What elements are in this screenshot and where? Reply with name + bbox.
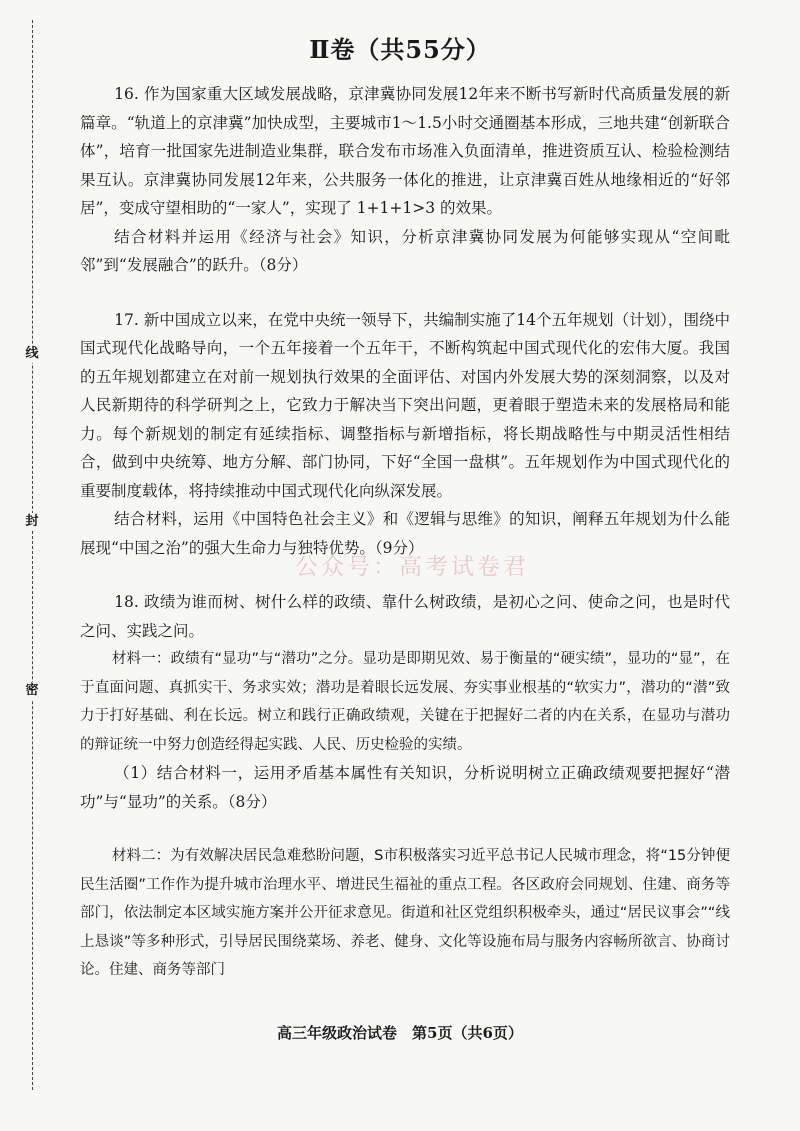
q16-stem: 16. 作为国家重大区域发展战略，京津冀协同发展12年来不断书写新时代高质量发展的新篇章。“轨道上的京津冀”加快成型，主要城市1～1.5小时交通圈基本形成，三地共建“创新联合体”，培育一批国家先进制造业集群，联合发布市场准入负面清单，推进资质互认、检验检测结果互认。京津冀协同发展12年来，公共服务一体化的推进，让京津冀百姓从地缘相近的“好邻居”，变成守望相助的“一家人”，实现了 1+1+1>3 的效果。	[80, 85, 730, 217]
page-footer: 高三年级政治试卷 第5页（共6页）	[277, 1024, 523, 1042]
questions-body	[80, 80, 730, 985]
q18-material2: 材料二：为有效解决居民急难愁盼问题，S市积极落实习近平总书记人民城市理念，将“15分钟便民生活圈”工作作为提升城市治理水平、增进民生福祉的重点工程。各区政府会同规划、住建、商务等部门，依法制定本区域实施方案并公开征求意见。街道和社区党组织积极牵头，通过“居民议事会”“线上恳谈”等多种形式，引导居民围绕菜场、养老、健身、文化等设施布局与服务内容畅所欲言、协商讨论。住建、商务等部门	[80, 848, 730, 978]
q16-task: 结合材料并运用《经济与社会》知识，分析京津冀协同发展为何能够实现从“空间毗邻”到“发展融合”的跃升。（8分）	[80, 227, 730, 274]
q18-subquestion-1: （1）结合材料一，运用矛盾基本属性有关知识，分析说明树立正确政绩观要把握好“潜功”与“显功”的关系。（8分）	[80, 764, 730, 811]
q18-stem: 18. 政绩为谁而树、树什么样的政绩、靠什么树政绩，是初心之问、使命之问，也是时代之问、实践之问。	[80, 593, 730, 640]
q18-material1: 材料一：政绩有“显功”与“潜功”之分。显功是即期见效、易于衡量的“硬实绩”，显功的“显”，在于直面问题、真抓实干、务求实效；潜功是着眼长远发展、夯实事业根基的“软实力”，潜功的“潜”致力于打好基础、利在长远。树立和践行正确政绩观，关键在于把握好二者的内在关系，在显功与潜功的辩证统一中努力创造经得起实践、人民、历史检验的实绩。	[80, 651, 730, 753]
margin-mark-feng: 封	[22, 513, 42, 531]
watermark: 公众号：高考试卷君	[295, 554, 529, 580]
section-title: Ⅱ卷（共55分）	[309, 35, 491, 64]
q17-stem: 17. 新中国成立以来，在党中央统一领导下，共编制实施了14个五年规划（计划），围绕中国式现代化战略导向，一个五年接着一个五年干，不断构筑起中国式现代化的宏伟大厦。我国的五年规划都建立在对前一规划执行效果的全面评估、对国内外发展大势的深刻洞察，以及对人民新期待的科学研判之上，它致力于解决当下突出问题，更着眼于塑造未来的发展格局和能力。每个新规划的制定有延续指标、调整指标与新增指标，将长期战略性与中期灵活性相结合，做到中央统筹、地方分解、部门协同，下好“全国一盘棋”。五年规划作为中国式现代化的重要制度载体，将持续推动中国式现代化向纵深发展。	[80, 310, 730, 500]
binding-margin-line	[32, 20, 33, 1090]
q17-task: 结合材料，运用《中国特色社会主义》和《逻辑与思维》的知识，阐释五年规划为什么能展现“中国之治”的强大生命力与独特优势。（9分）	[80, 510, 730, 557]
margin-mark-mi: 密	[22, 682, 42, 700]
margin-mark-xian: 线	[22, 345, 42, 363]
